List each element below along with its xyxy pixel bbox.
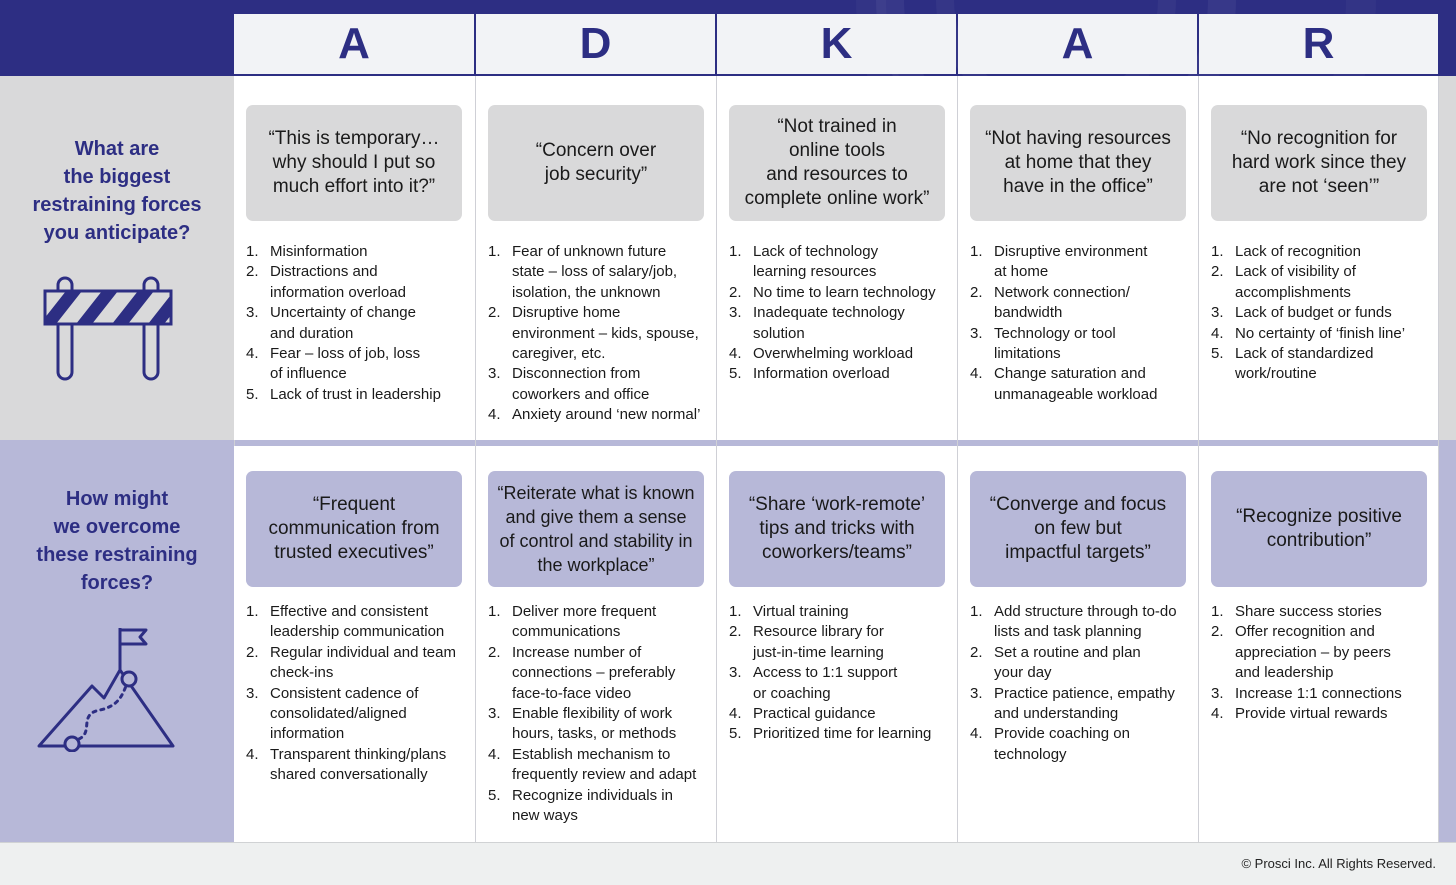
restraining-quote: “No recognition for hard work since they are not ‘seen’” [1211,105,1427,221]
list-item: 5. Prioritized time for learning [729,725,932,743]
overcome-list [970,602,1196,765]
overcome-list [1211,602,1437,724]
column-header-desire: D [476,14,715,74]
list-item: 2. Offer recognition and appreciation – by peers and leadership [1211,623,1391,682]
restraining-quote: “Concern over job security” [488,105,704,221]
list-item: 5. Lack of trust in leadership [246,385,441,403]
list-item: 2. Set a routine and plan your day [970,643,1141,682]
list-item: 3. Access to 1:1 support or coaching [729,664,898,702]
list-item: 4. Transparent thinking/plans shared conversationally [246,745,447,784]
list-item: 4. Provide virtual rewards [1211,705,1388,723]
restraining-list [488,242,714,426]
column-header-knowledge: K [717,14,956,74]
list-item: 1. Misinformation [246,243,368,260]
list-item: 4. Provide coaching on technology [970,725,1130,763]
list-item: 1. Disruptive environment at home [970,243,1148,281]
list-item: 3. Technology or tool limitations [970,324,1116,363]
list-item: 2. Distractions and information overload [246,263,406,301]
list-item: 3. Enable flexibility of work hours, tasks, or methods [488,705,677,743]
restraining-row-label: What are the biggest restraining forces you anticipate? [32,138,202,244]
list-item: 3. Inadequate technology solution [729,304,905,342]
restraining-cell-r [1199,76,1438,440]
restraining-list [970,242,1196,405]
list-item: 1. Effective and consistent leadership communication [246,603,445,641]
list-item: 4. No certainty of ‘finish line’ [1211,324,1406,342]
barricade-icon [40,274,176,382]
list-item: 1. Virtual training [729,603,849,620]
list-item: 1. Add structure through to-do lists and task planning [970,603,1177,641]
list-item: 2. Lack of visibility of accomplishments [1211,263,1356,301]
mountain-flag-icon [34,624,178,752]
overcome-cell-r [1199,446,1438,842]
list-item: 4. Change saturation and unmanageable workload [970,365,1158,403]
list-item: 5. Lack of standardized work/routine [1211,345,1374,383]
list-item: 4. Fear – loss of job, loss of influence [246,345,421,383]
overcome-quote: “Share ‘work-remote’ tips and tricks with coworkers/teams” [729,471,945,587]
overcome-list [729,602,955,745]
overcome-cell-a2 [958,446,1198,842]
list-item: 4. Practical guidance [729,705,876,723]
overcome-quote: “Converge and focus on few but impactful targets” [970,471,1186,587]
overcome-cell-d [476,446,716,842]
restraining-list [1211,242,1437,385]
list-item: 2. Regular individual and team check-ins [246,643,456,682]
list-item: 4. Establish mechanism to frequently review and adapt [488,745,697,784]
restraining-quote: “Not having resources at home that they have in the office” [970,105,1186,221]
overcome-cell-a1 [234,446,475,842]
restraining-cell-a2 [958,76,1198,440]
list-item: 1. Lack of recognition [1211,243,1361,260]
restraining-cell-a1 [234,76,475,440]
restraining-cell-k [717,76,957,440]
footer [0,842,1456,885]
overcome-quote: “Reiterate what is known and give them a sense of control and stability in the workplace” [488,471,704,587]
list-item: 2. No time to learn technology [729,283,936,301]
overcome-quote: “Frequent communication from trusted executives” [246,471,462,587]
list-item: 4. Overwhelming workload [729,345,914,363]
restraining-quote: “This is temporary… why should I put so much effort into it?” [246,105,462,221]
restraining-row-label-panel [0,76,234,440]
list-item: 3. Increase 1:1 connections [1211,684,1402,702]
list-item: 2. Network connection/ bandwidth [970,283,1130,322]
overcome-cell-k [717,446,957,842]
restraining-list [246,242,472,405]
list-item: 3. Disconnection from coworkers and office [488,365,650,403]
list-item: 1. Lack of technology learning resources [729,243,879,281]
list-item: 4. Anxiety around ‘new normal’ [488,406,701,424]
list-item: 1. Fear of unknown future state – loss of salary/job, isolation, the unknown [488,243,678,301]
list-item: 3. Consistent cadence of consolidated/aligned information [246,684,419,743]
list-item: 3. Uncertainty of change and duration [246,304,416,342]
overcome-row-label: How might we overcome these restraining forces? [36,488,198,594]
column-header-awareness: A [234,14,474,74]
list-item: 2. Resource library for just-in-time learning [729,623,884,661]
list-item: 5. Information overload [729,365,890,383]
list-item: 1. Share success stories [1211,603,1382,620]
column-header-reinforcement: R [1199,14,1438,74]
list-item: 3. Practice patience, empathy and understanding [970,684,1175,723]
restraining-cell-d [476,76,716,440]
list-item: 1. Deliver more frequent communications [488,603,657,641]
list-item: 2. Increase number of connections – preferably face-to-face video [488,643,676,702]
copyright-text: © Prosci Inc. All Rights Reserved. [1241,856,1436,871]
overcome-list [488,602,714,826]
list-item: 2. Disruptive home environment – kids, spouse, caregiver, etc. [488,304,699,363]
list-item: 3. Lack of budget or funds [1211,304,1392,322]
restraining-quote: “Not trained in online tools and resources to complete online work” [729,105,945,221]
overcome-quote: “Recognize positive contribution” [1211,471,1427,587]
overcome-list [246,602,472,786]
list-item: 5. Recognize individuals in new ways [488,786,673,825]
column-header-ability: A [958,14,1197,74]
restraining-list [729,242,955,385]
